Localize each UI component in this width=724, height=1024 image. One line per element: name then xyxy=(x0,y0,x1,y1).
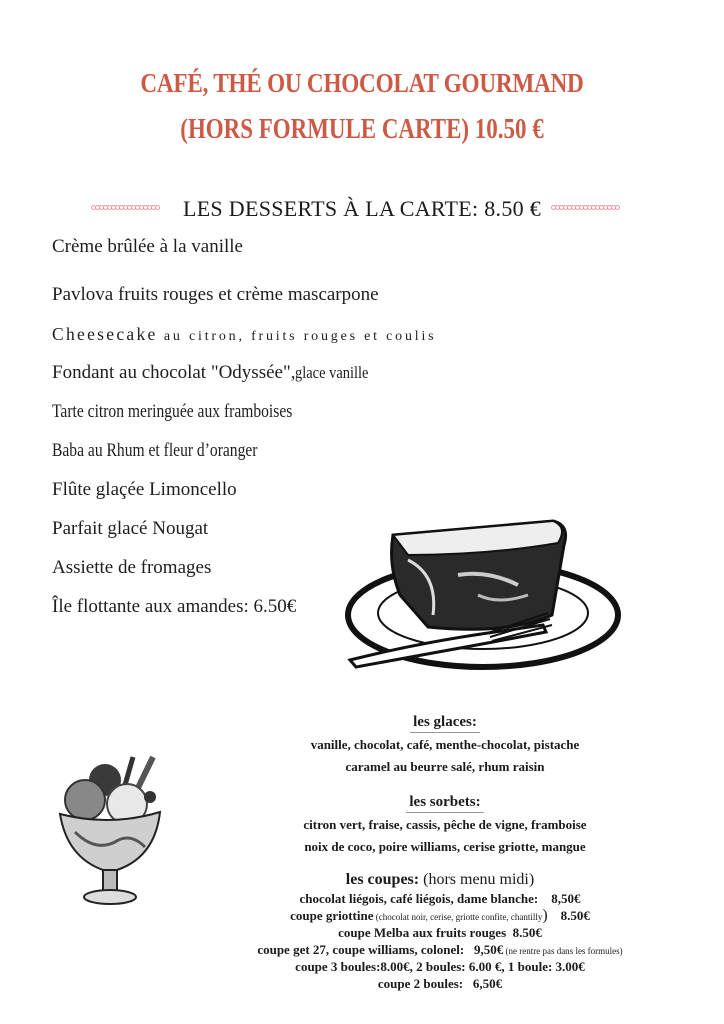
coupe-price: 8.50€ xyxy=(512,925,542,940)
desserts-title: LES DESSERTS À LA CARTE: 8.50 € xyxy=(182,196,542,221)
sorbets-line-1: citron vert, fraise, cassis, pêche de vigne, framboise xyxy=(303,817,587,832)
coupe-price: 8,50€ xyxy=(551,891,581,906)
dessert-item: Tarte citron meringuée aux framboises xyxy=(52,401,293,422)
sorbets-line-2: noix de coco, poire williams, cerise griotte, mangue xyxy=(304,839,586,854)
coupe-row xyxy=(210,890,670,907)
dessert-item-detail: au citron, fruits rouges et coulis xyxy=(157,329,437,344)
dessert-item: Parfait glacé Nougat xyxy=(52,518,209,539)
coupe-row xyxy=(210,975,670,992)
coupes-title: les coupes: xyxy=(345,871,420,888)
pie-slice-illustration-icon xyxy=(338,515,628,685)
ice-cream-sundae-illustration-icon xyxy=(55,752,170,907)
header-line-1: CAFÉ, THÉ OU CHOCOLAT GOURMAND xyxy=(140,68,584,98)
coupes-section xyxy=(210,870,670,992)
dessert-item: Baba au Rhum et fleur d’oranger xyxy=(52,440,258,461)
dessert-item-main: Fondant au chocolat "Odyssée", xyxy=(52,362,296,383)
coupe-name: coupe get 27, coupe williams, colonel: xyxy=(257,942,465,957)
glaces-section xyxy=(280,714,610,775)
glaces-title: les glaces: xyxy=(410,714,480,733)
dessert-item xyxy=(52,324,436,345)
coupe-name: coupe 2 boules: xyxy=(377,976,464,991)
coupes-title-note: (hors menu midi) xyxy=(419,871,535,888)
coupe-name: chocolat liégois, café liégois, dame blanche: xyxy=(299,891,539,906)
coupe-row xyxy=(210,958,670,975)
coupe-row xyxy=(210,907,670,924)
dessert-item: Crème brûlée à la vanille xyxy=(52,236,243,257)
decorative-border-right-icon xyxy=(551,205,633,213)
coupe-name: coupe 3 boules:8.00€, 2 boules: 6.00 €, 1 boule: 3.00€ xyxy=(295,959,585,974)
header-line-2: (HORS FORMULE CARTE) 10.50 € xyxy=(180,114,544,145)
dessert-item: Assiette de fromages xyxy=(52,557,212,578)
glaces-line-1: vanille, chocolat, café, menthe-chocolat, pistache xyxy=(310,737,580,752)
coupe-note: (chocolat noir, cerise, griotte confite, chantilly xyxy=(373,912,543,922)
glaces-line-2: caramel au beurre salé, rhum raisin xyxy=(345,759,545,774)
dessert-item-main: Cheesecake xyxy=(52,324,158,344)
dessert-item: Île flottante aux amandes: 6.50€ xyxy=(52,596,297,617)
sorbets-section xyxy=(270,794,620,855)
coupe-price: 8.50€ xyxy=(560,908,590,923)
coupe-row xyxy=(210,941,670,958)
coupe-name: coupe Melba aux fruits rouges xyxy=(338,925,507,940)
decorative-border-left-icon xyxy=(91,205,173,213)
desserts-section-header xyxy=(0,196,724,222)
coupes-header xyxy=(210,870,670,890)
coupe-paren: ) xyxy=(542,907,548,924)
coupe-price: 9,50€ xyxy=(473,942,504,957)
dessert-item xyxy=(52,362,382,384)
coupe-name: coupe griottine xyxy=(290,908,374,923)
dessert-item-detail: glace vanille xyxy=(295,363,369,382)
coupe-price: 6,50€ xyxy=(472,976,503,991)
coupe-row xyxy=(210,924,670,941)
sorbets-title: les sorbets: xyxy=(406,794,483,813)
dessert-item: Flûte glaçée Limoncello xyxy=(52,479,237,500)
coupe-note: (ne rentre pas dans les formules) xyxy=(503,946,623,956)
dessert-item: Pavlova fruits rouges et crème mascarpone xyxy=(52,284,379,305)
